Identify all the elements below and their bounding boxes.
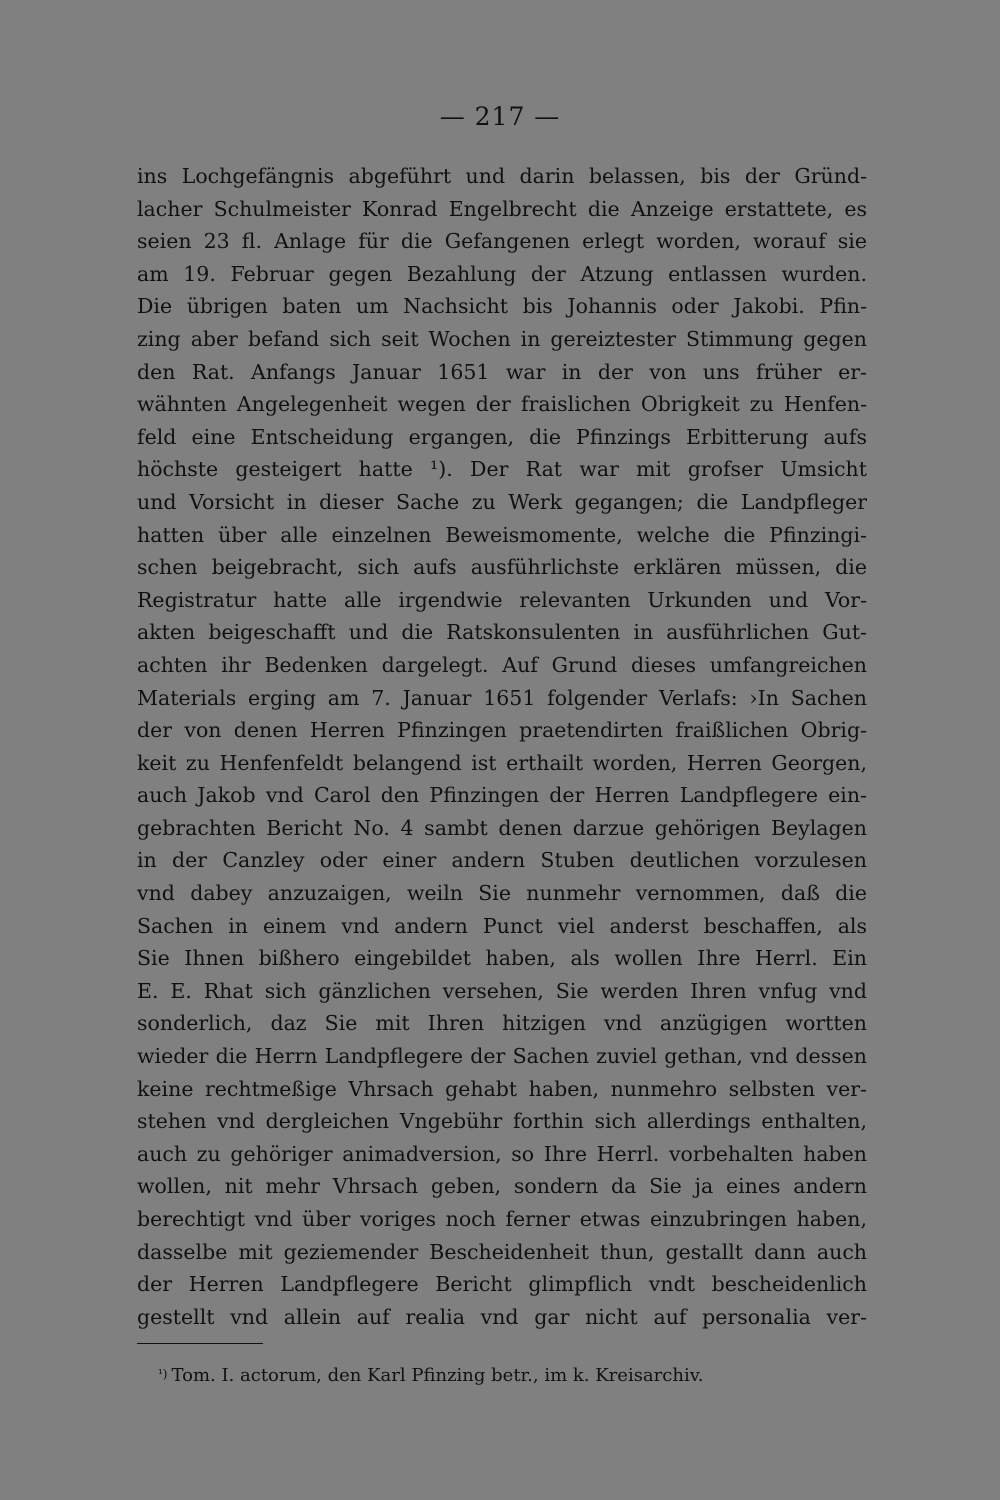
text-line: auch zu gehöriger animadversion, so Ihre Herrl. vorbehalten haben <box>137 1141 867 1166</box>
text-line: auch Jakob vnd Carol den Pfinzingen der Herren Landpflegere ein- <box>137 783 867 808</box>
text-line: lacher Schulmeister Konrad Engelbrecht die Anzeige erstattete, es <box>137 196 867 221</box>
text-line: und Vorsicht in dieser Sache zu Werk gegangen; die Landpfleger <box>137 489 867 514</box>
footnote-divider <box>137 1343 263 1344</box>
text-line: der Herren Landpflegere Bericht glimpflich vndt bescheidenlich <box>137 1272 867 1297</box>
page-number: — 217 — <box>439 102 561 131</box>
text-line: keine rechtmeßige Vhrsach gehabt haben, nunmehro selbsten ver- <box>137 1076 867 1101</box>
text-line: gestellt vnd allein auf realia vnd gar nicht auf personalia ver- <box>137 1304 867 1329</box>
footnote-marker: ¹) <box>158 1367 168 1381</box>
text-line: Die übrigen baten um Nachsicht bis Johannis oder Jakobi. Pfin- <box>137 294 867 319</box>
text-line: dasselbe mit geziemender Bescheidenheit thun, gestallt dann auch <box>137 1239 867 1264</box>
text-line: achten ihr Bedenken dargelegt. Auf Grund dieses umfangreichen <box>137 652 867 677</box>
text-line: keit zu Henfenfeldt belangend ist erthailt worden, Herren Georgen, <box>137 750 867 775</box>
text-line: stehen vnd dergleichen Vngebühr forthin sich allerdings enthalten, <box>137 1109 867 1134</box>
text-line: ins Lochgefängnis abgeführt und darin belassen, bis der Gründ- <box>137 164 867 188</box>
text-line: wähnten Angelegenheit wegen der fraislichen Obrigkeit zu Henfen- <box>137 392 867 417</box>
text-line: Registratur hatte alle irgendwie relevanten Urkunden und Vor- <box>137 587 867 612</box>
text-line: sonderlich, daz Sie mit Ihren hitzigen vnd anzügigen wortten <box>137 1011 867 1036</box>
footnote-text: Tom. I. actorum, den Karl Pfinzing betr., im k. Kreisarchiv. <box>171 1365 704 1386</box>
text-line: in der Canzley oder einer andern Stuben deutlichen vorzulesen <box>137 848 867 873</box>
text-line: gebrachten Bericht No. 4 sambt denen darzue gehörigen Beylagen <box>137 815 867 840</box>
text-line: am 19. Februar gegen Bezahlung der Atzung entlassen wurden. <box>137 261 867 286</box>
text-line: vnd dabey anzuzaigen, weiln Sie nunmehr vernommen, daß die <box>137 881 867 906</box>
text-line: schen beigebracht, sich aufs ausführlichste erklären müssen, die <box>137 555 867 580</box>
text-line: der von denen Herren Pfinzingen praetendirten fraißlichen Obrig- <box>137 718 867 743</box>
text-line: Materials erging am 7. Januar 1651 folgender Verlafs: ›In Sachen <box>137 685 867 710</box>
text-line: akten beigeschafft und die Ratskonsulenten in ausführlichen Gut- <box>137 620 867 645</box>
body-text <box>137 160 867 1333</box>
text-line: höchste gesteigert hatte ¹). Der Rat war mit grofser Umsicht <box>137 457 867 482</box>
text-line: berechtigt vnd über voriges noch ferner etwas einzubringen haben, <box>137 1207 867 1231</box>
text-line: Sachen in einem vnd andern Punct viel anderst beschaffen, als <box>137 913 867 938</box>
text-line: E. E. Rhat sich gänzlichen versehen, Sie werden Ihren vnfug vnd <box>137 978 867 1003</box>
text-line: Sie Ihnen bißhero eingebildet haben, als wollen Ihre Herrl. Ein <box>137 946 867 971</box>
footnote <box>158 1362 703 1390</box>
text-line: feld eine Entscheidung ergangen, die Pfinzings Erbitterung aufs <box>137 424 867 449</box>
text-line: wollen, nit mehr Vhrsach geben, sondern da Sie ja eines andern <box>137 1174 867 1199</box>
text-line: seien 23 fl. Anlage für die Gefangenen erlegt worden, worauf sie <box>137 229 867 254</box>
text-line: hatten über alle einzelnen Beweismomente, welche die Pfinzingi- <box>137 522 867 547</box>
text-line: wieder die Herrn Landpflegere der Sachen zuviel gethan, vnd dessen <box>137 1044 867 1069</box>
text-line: zing aber befand sich seit Wochen in gereiztester Stimmung gegen <box>137 326 867 351</box>
text-line: den Rat. Anfangs Januar 1651 war in der von uns früher er- <box>137 359 867 384</box>
